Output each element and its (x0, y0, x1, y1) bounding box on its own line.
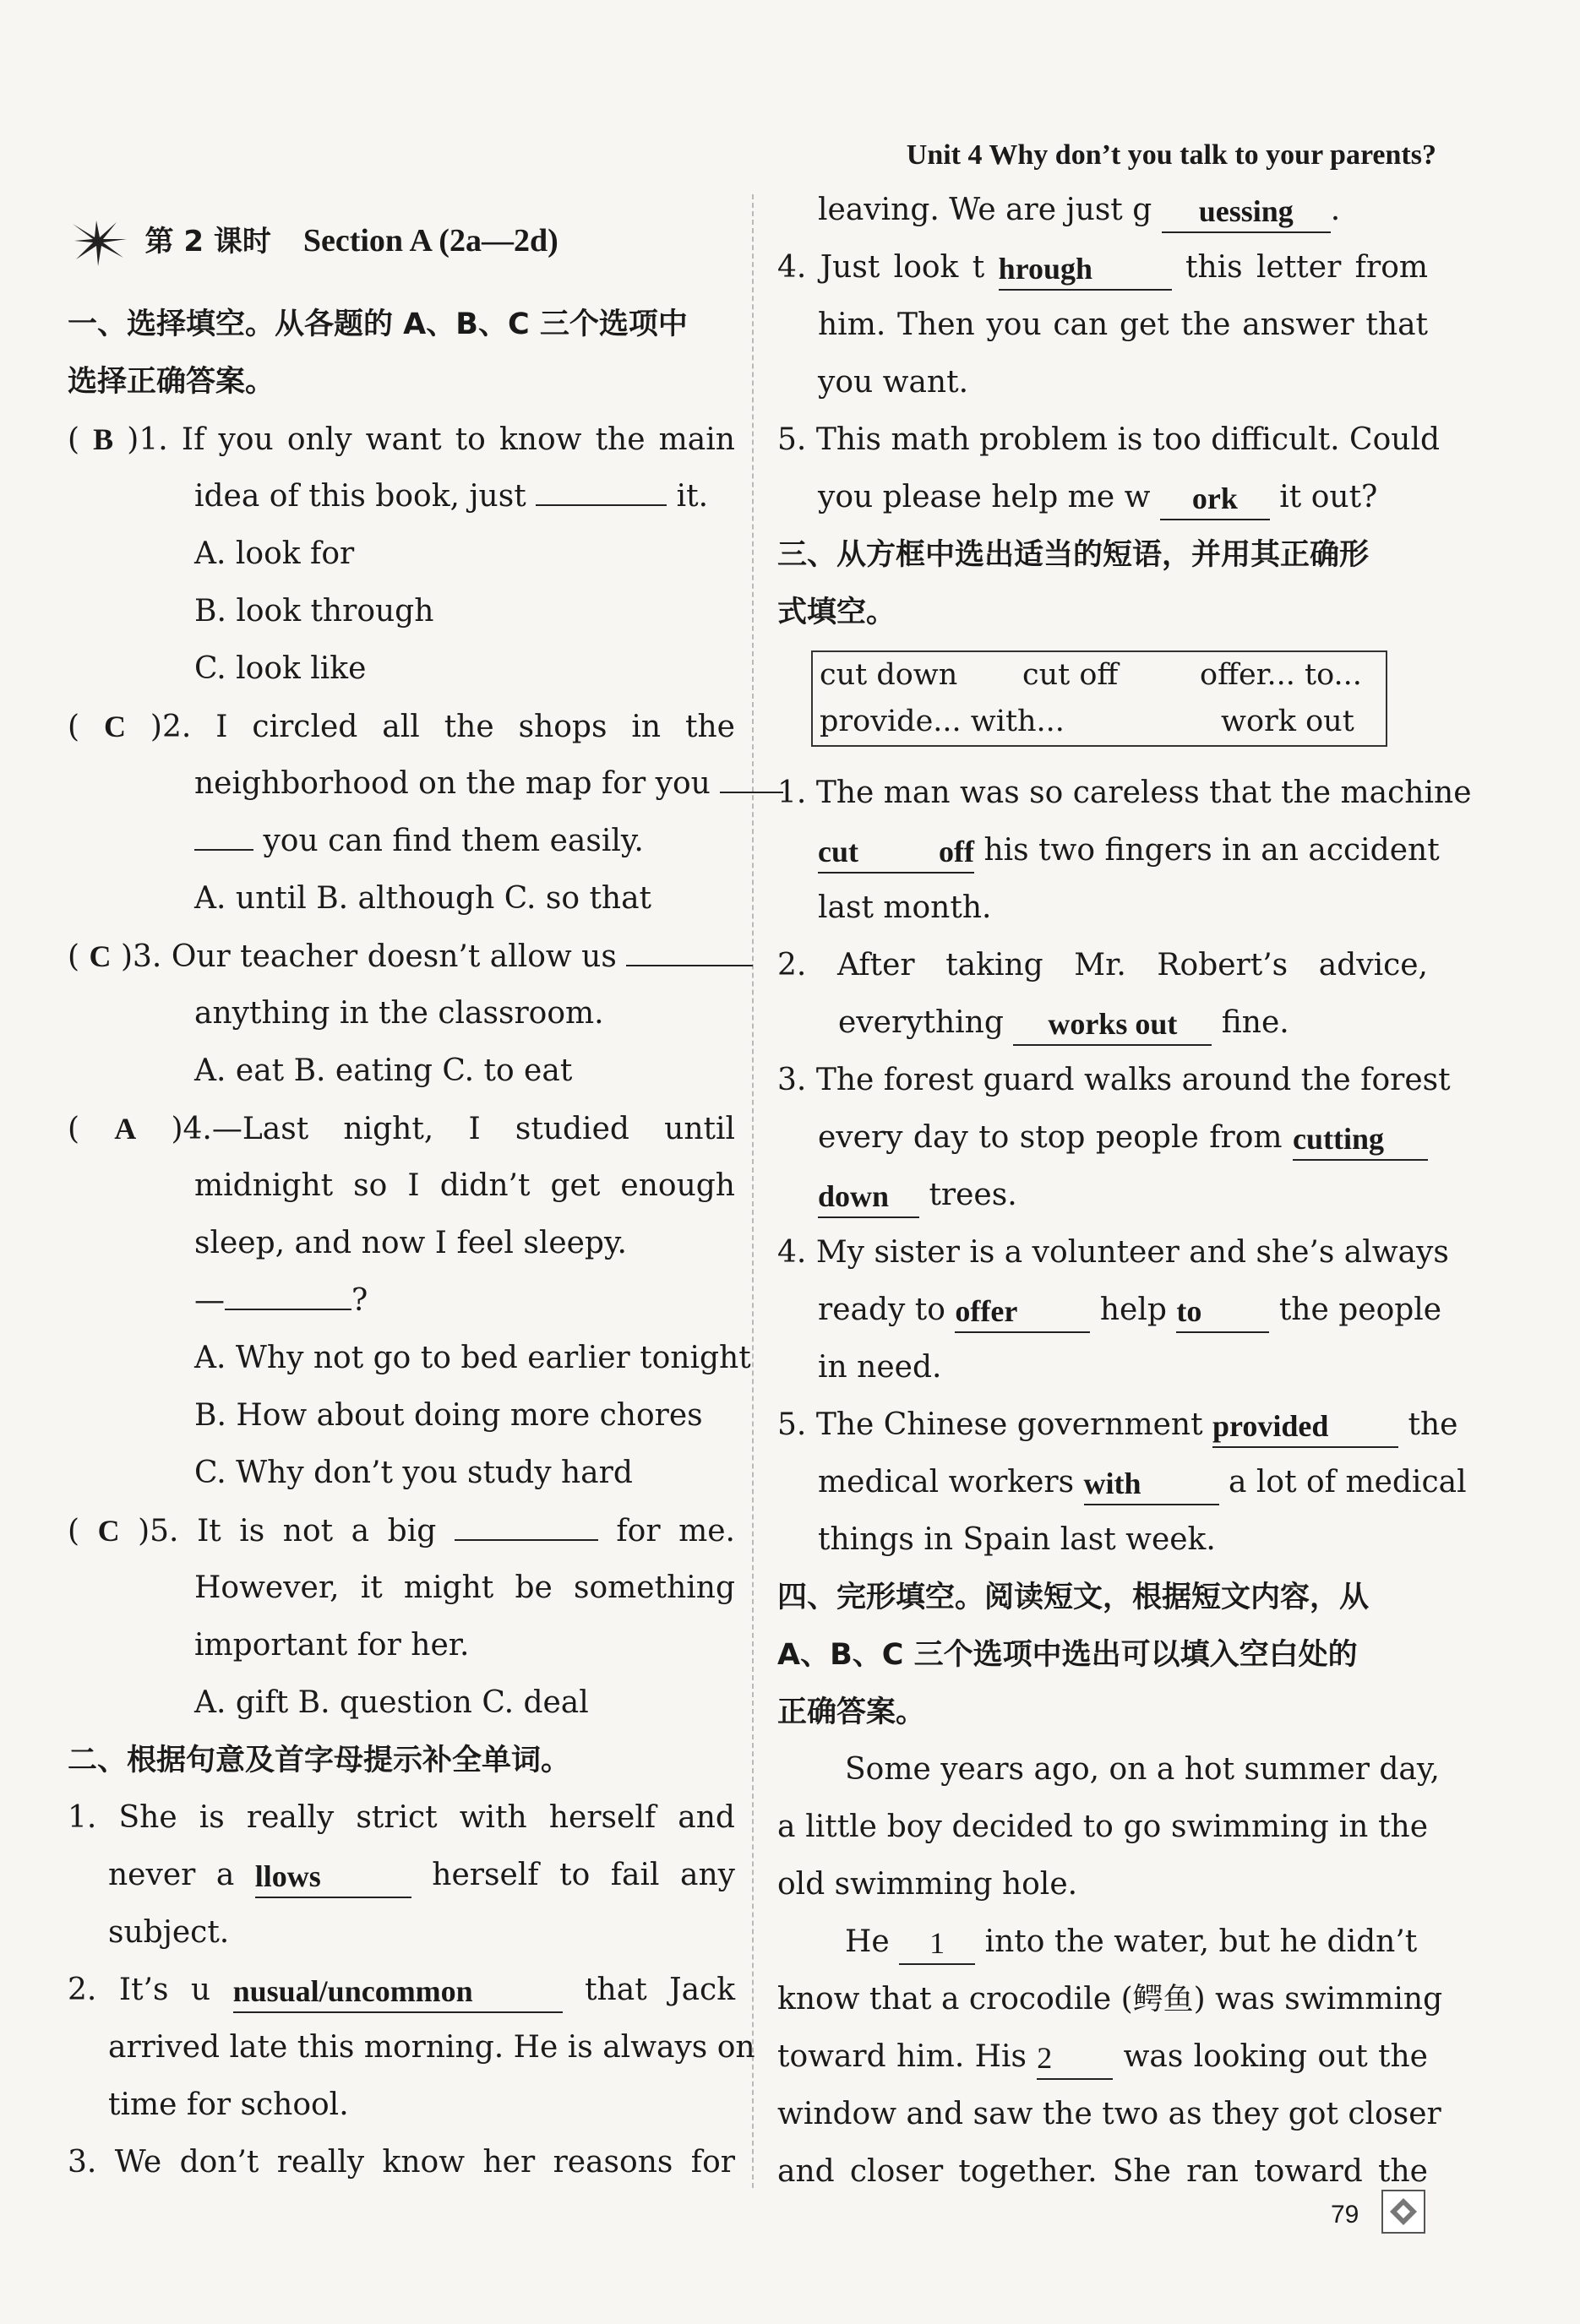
q4-line-4 (68, 1272, 735, 1330)
q2-line-2 (68, 755, 735, 813)
p2-q3-line-2 (777, 182, 1428, 239)
cloze-p1-line-2: a little boy decided to go swimming in the (777, 1810, 1428, 1844)
p2-q1-line-3: subject. (108, 1915, 230, 1950)
q3-line-2: anything in the classroom. (194, 996, 604, 1031)
phrase-cut-down: cut down (820, 658, 958, 692)
p2-q3-text-2: leaving. We are just g (818, 193, 1152, 227)
cloze-p2-line-2: know that a crocodile (鳄鱼) was swimming (777, 1982, 1443, 2016)
running-header: Unit 4 Why don’t you talk to your parents? (906, 139, 1436, 171)
q1-answer: B (93, 422, 114, 456)
p2-q2-number: 2. (68, 1973, 97, 2007)
q1-option-b: B. look through (194, 594, 434, 629)
q1-line-1: ( B )1. If you only want to know the main (68, 422, 735, 457)
p3-q4-number: 4. (777, 1235, 807, 1270)
p3-q3-number: 3. (777, 1063, 807, 1097)
q1-option-a: A. look for (194, 536, 355, 571)
part3-title-2: 式填空。 (777, 596, 896, 629)
p3-q1-text-2: his two fingers in an accident (983, 833, 1440, 868)
cloze-blank-1: 1 (899, 1924, 975, 1965)
star-sprig-icon (68, 217, 133, 269)
p2-q4-line-2: him. Then you can get the answer that (818, 308, 1428, 342)
cloze-text-3: was looking out the (1123, 2039, 1428, 2074)
q2-answer: C (103, 710, 126, 743)
p3-q3-text-2: every day to stop people from (818, 1120, 1283, 1155)
q2-line-3 (68, 813, 735, 870)
p2-q5-line-1 (777, 411, 1441, 469)
p2-q5-text-2: you please help me w (818, 480, 1151, 514)
q1-number: 1. (139, 422, 168, 457)
p3-q5-text-2: the (1408, 1407, 1458, 1442)
q2-blank-b (194, 815, 253, 851)
p2-q1-text-2: never a (108, 1858, 235, 1892)
q5-text-2: for me. (616, 1514, 735, 1548)
phrase-cut-off: cut off (1022, 658, 1119, 692)
p2-q1-answer: llows (255, 1858, 411, 1898)
q4-text: —Last night, I studied until (211, 1112, 735, 1146)
p3-q3-text-3: trees. (929, 1178, 1017, 1212)
p3-q5-text: The Chinese government (815, 1407, 1203, 1442)
p3-q5-line-1 (777, 1396, 1458, 1454)
part4-title-2: A、B、C 三个选项中选出可以填入空白处的 (777, 1638, 1358, 1672)
p3-q4-line-1 (777, 1224, 1449, 1282)
part1-title-2: 选择正确答案。 (68, 365, 275, 399)
phrase-box-row-2 (820, 699, 1379, 745)
q3-number: 3. (133, 939, 162, 974)
part1-title-1: 一、选择填空。从各题的 A、B、C 三个选项中 (68, 308, 688, 341)
p3-q1-text: The man was so careless that the machine (815, 776, 1472, 810)
p2-q2-line-1 (68, 1962, 735, 2019)
p3-q2-line-1 (777, 937, 1428, 994)
cloze-text-he: He (845, 1924, 890, 1959)
p2-q4-line-1 (777, 239, 1428, 297)
q4-option-c: C. Why don’t you study hard (194, 1456, 633, 1490)
p2-q4-answer: hrough (999, 250, 1172, 291)
p2-q5-text: This math problem is too difficult. Could (815, 422, 1441, 457)
phrase-box-row-1 (820, 652, 1379, 699)
phrase-work-out: work out (1221, 705, 1354, 738)
cloze-p2-line-4: window and saw the two as they got closer (777, 2097, 1441, 2131)
part2-title: 二、根据句意及首字母提示补全单词。 (68, 1744, 571, 1777)
q4-answer: A (114, 1112, 137, 1146)
lesson-title (68, 207, 558, 275)
q4-option-a: A. Why not go to bed earlier tonight (194, 1341, 751, 1375)
q5-options: A. gift B. question C. deal (194, 1685, 589, 1720)
p3-q4-text-2: ready to (818, 1293, 945, 1327)
q1-text-2: idea of this book, just (194, 479, 526, 514)
q1-option-c: C. look like (194, 651, 367, 686)
cloze-p1-line-1: Some years ago, on a hot summer day, (845, 1752, 1440, 1787)
q4-qmark: ? (351, 1283, 368, 1318)
q3-text: Our teacher doesn’t allow us (171, 939, 617, 974)
p2-q3-text: We don’t really know her reasons for (114, 2145, 735, 2180)
p2-q3-number: 3. (68, 2145, 97, 2180)
p3-q3-answer-a: cutting (1293, 1120, 1428, 1161)
p3-q2-line-2 (777, 994, 1428, 1052)
p3-q2-number: 2. (777, 948, 807, 982)
p3-q2-text-3: fine. (1221, 1005, 1289, 1040)
p2-q4-text-2: this letter from (1185, 250, 1429, 285)
q1-text-3: it. (676, 479, 709, 514)
q2-line-1: ( C )2. I circled all the shops in the (68, 710, 735, 744)
p2-q1-line-1 (68, 1789, 735, 1847)
part4-title-1: 四、完形填空。阅读短文，根据短文内容，从 (777, 1581, 1370, 1614)
column-divider (752, 194, 754, 2188)
p3-q3-line-1 (777, 1052, 1451, 1109)
p3-q5-text-3: medical workers (818, 1465, 1075, 1499)
part3-title-1: 三、从方框中选出适当的短语，并用其正确形 (777, 538, 1370, 572)
p2-q4-number: 4. (777, 250, 807, 285)
p2-q3-period: . (1330, 193, 1341, 227)
p2-q1-line-2 (108, 1847, 735, 1904)
cloze-p2-line-1 (777, 1913, 1428, 1971)
p3-q4-line-2 (818, 1282, 1442, 1339)
p2-q5-text-3: it out? (1279, 480, 1378, 514)
p2-q5-number: 5. (777, 422, 807, 457)
p3-q4-answer-a: offer (955, 1293, 1090, 1333)
p3-q3-answer-b: down (818, 1178, 919, 1218)
p2-q4-line-3: you want. (818, 365, 969, 400)
p2-q5-answer: ork (1160, 480, 1270, 520)
cloze-p2-line-5: and closer together. She ran toward the (777, 2154, 1428, 2189)
q1-blank (536, 471, 667, 506)
p2-q3-line-1 (68, 2134, 735, 2191)
p3-q3-line-3 (777, 1167, 1428, 1224)
p3-q1-line-3: last month. (818, 890, 992, 925)
p3-q1-number: 1. (777, 776, 807, 810)
p3-q5-text-4: a lot of medical (1229, 1465, 1467, 1499)
q2-text: I circled all the shops in the (215, 710, 735, 744)
q4-blank (225, 1275, 351, 1310)
p3-q2-text-2: everything (838, 1005, 1004, 1040)
q5-line-3: important for her. (194, 1628, 470, 1663)
p2-q4-text: Just look t (820, 250, 985, 285)
cloze-p1-line-3: old swimming hole. (777, 1867, 1078, 1902)
p3-q1-line-2 (818, 822, 1440, 879)
q3-options: A. eat B. eating C. to eat (194, 1053, 573, 1088)
q1-text: If you only want to know the main (181, 422, 735, 457)
q5-answer: C (97, 1514, 120, 1548)
phrase-box (811, 650, 1387, 747)
q4-line-2: midnight so I didn’t get enough (194, 1168, 735, 1203)
q4-line-3: sleep, and now I feel sleepy. (194, 1226, 627, 1260)
p3-q2-text: After taking Mr. Robert’s advice, (836, 948, 1428, 982)
p2-q2-line-2: arrived late this morning. He is always on (108, 2030, 755, 2065)
q2-number: 2. (161, 710, 192, 744)
page-badge-icon (1381, 2190, 1425, 2234)
cloze-p2-line-3 (777, 2028, 1428, 2086)
phrase-offer-to: offer... to... (1200, 658, 1362, 692)
part4-title-3: 正确答案。 (777, 1695, 926, 1729)
p2-q1-text-3: herself to fail any (432, 1858, 736, 1892)
p2-q2-line-3: time for school. (108, 2087, 349, 2122)
q4-dash: — (194, 1283, 225, 1318)
q5-blank (455, 1505, 598, 1541)
q2-blank-a (720, 758, 783, 793)
q2-options: A. until B. although C. so that (194, 881, 652, 916)
p3-q5-line-3: things in Spain last week. (818, 1522, 1216, 1557)
p2-q1-text: She is really strict with herself and (118, 1800, 735, 1835)
q2-text-3: you can find them easily. (263, 824, 644, 858)
q5-number: 5. (150, 1514, 179, 1548)
p2-q2-answer: nusual/uncommon (233, 1973, 563, 2013)
lesson-section: Section A (2a—2d) (302, 223, 558, 259)
p2-q2-text-2: that Jack (585, 1973, 736, 2007)
p3-q1-answer: cut off (818, 833, 974, 874)
p2-q3-answer: uessing (1162, 193, 1331, 233)
p2-q5-line-2 (777, 469, 1428, 526)
q1-line-2 (68, 468, 735, 525)
q3-blank (626, 931, 753, 966)
p3-q3-line-2 (818, 1109, 1428, 1167)
p3-q5-answer-a: provided (1212, 1407, 1398, 1448)
p3-q5-line-2 (818, 1454, 1467, 1511)
p3-q4-text: My sister is a volunteer and she’s always (815, 1235, 1449, 1270)
q4-line-1: ( A )4.—Last night, I studied until (68, 1112, 735, 1146)
q5-text: It is not a big (197, 1514, 437, 1548)
p3-q4-answer-b: to (1176, 1293, 1269, 1333)
p2-q1-number: 1. (68, 1800, 97, 1835)
cloze-blank-2: 2 (1037, 2039, 1113, 2080)
p3-q4-line-3: in need. (818, 1350, 942, 1385)
page-number: 79 (1331, 2201, 1359, 2229)
q5-line-2: However, it might be something (194, 1570, 735, 1605)
cloze-text-1: into the water, but he didn’t (984, 1924, 1418, 1959)
q3-line-1: ( C )3. Our teacher doesn’t allow us (68, 928, 735, 985)
p3-q2-answer: works out (1013, 1005, 1212, 1046)
p3-q5-answer-b: with (1084, 1465, 1219, 1505)
phrase-provide-with: provide... with... (820, 705, 1065, 738)
cloze-text-2: toward him. His (777, 2039, 1027, 2074)
p3-q3-text: The forest guard walks around the forest (815, 1063, 1451, 1097)
q4-number: 4. (183, 1112, 212, 1146)
p3-q4-text-4: the people (1278, 1293, 1442, 1327)
q4-option-b: B. How about doing more chores (194, 1398, 703, 1433)
p2-q2-text: It’s u (118, 1973, 211, 2007)
p3-q1-line-1 (777, 765, 1472, 822)
lesson-number: 第 2 课时 (144, 225, 271, 259)
p3-q4-text-3: help (1099, 1293, 1167, 1327)
q3-answer: C (89, 939, 112, 973)
p3-q5-number: 5. (777, 1407, 807, 1442)
q2-text-2: neighborhood on the map for you (194, 766, 711, 801)
q5-line-1: ( C )5. It is not a big for me. (68, 1502, 735, 1559)
